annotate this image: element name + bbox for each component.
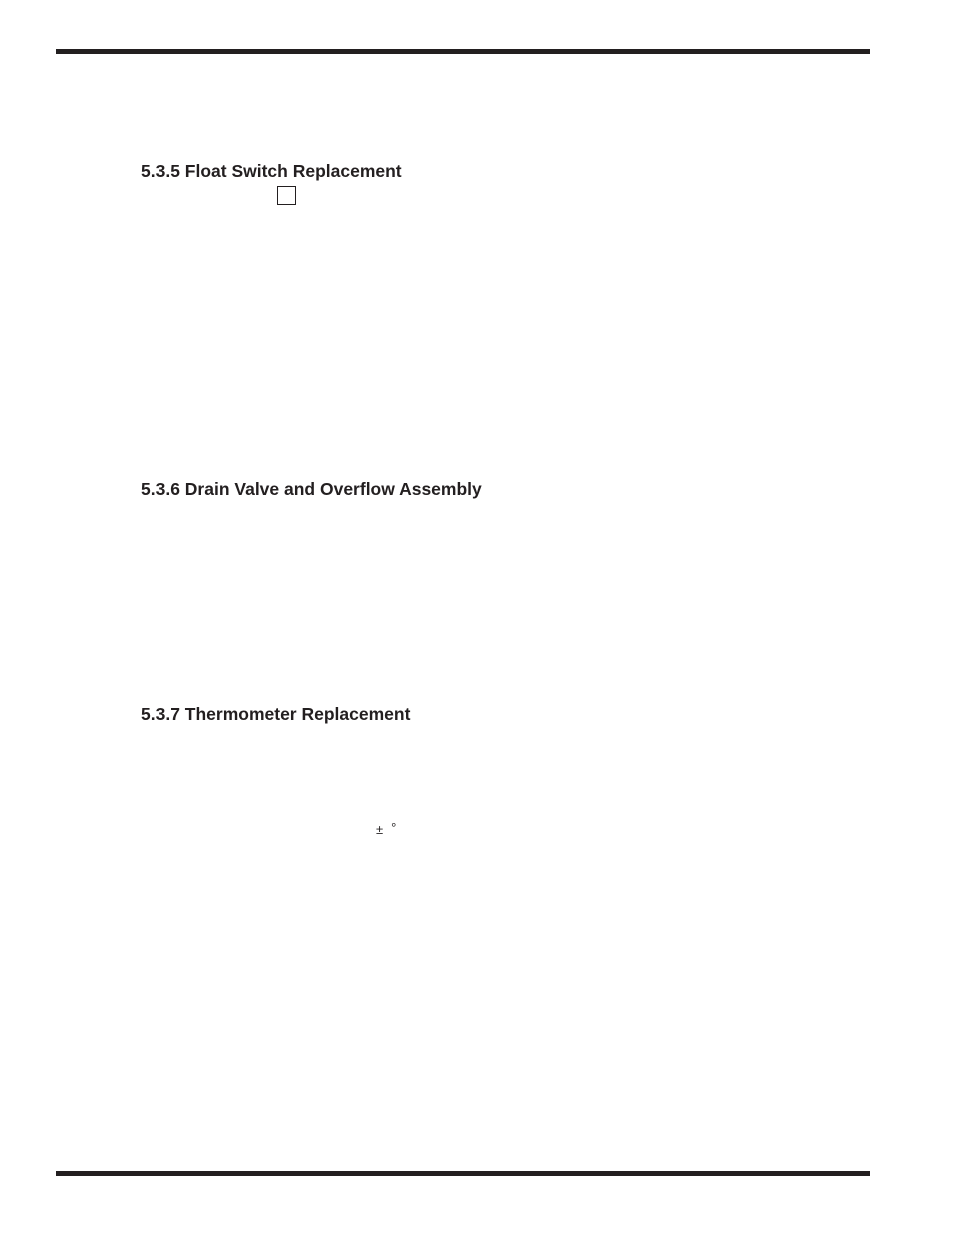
section-heading-drain-valve: 5.3.6 Drain Valve and Overflow Assembly <box>141 479 482 499</box>
tolerance-symbols <box>376 822 396 838</box>
footer-rule <box>56 1171 870 1176</box>
section-heading-thermometer: 5.3.7 Thermometer Replacement <box>141 704 411 724</box>
section-heading-float-switch: 5.3.5 Float Switch Replacement <box>141 161 402 181</box>
plus-minus-symbol: ± <box>376 822 384 837</box>
checkbox-square <box>277 186 296 205</box>
header-rule <box>56 49 870 54</box>
degree-symbol: ° <box>391 820 397 835</box>
